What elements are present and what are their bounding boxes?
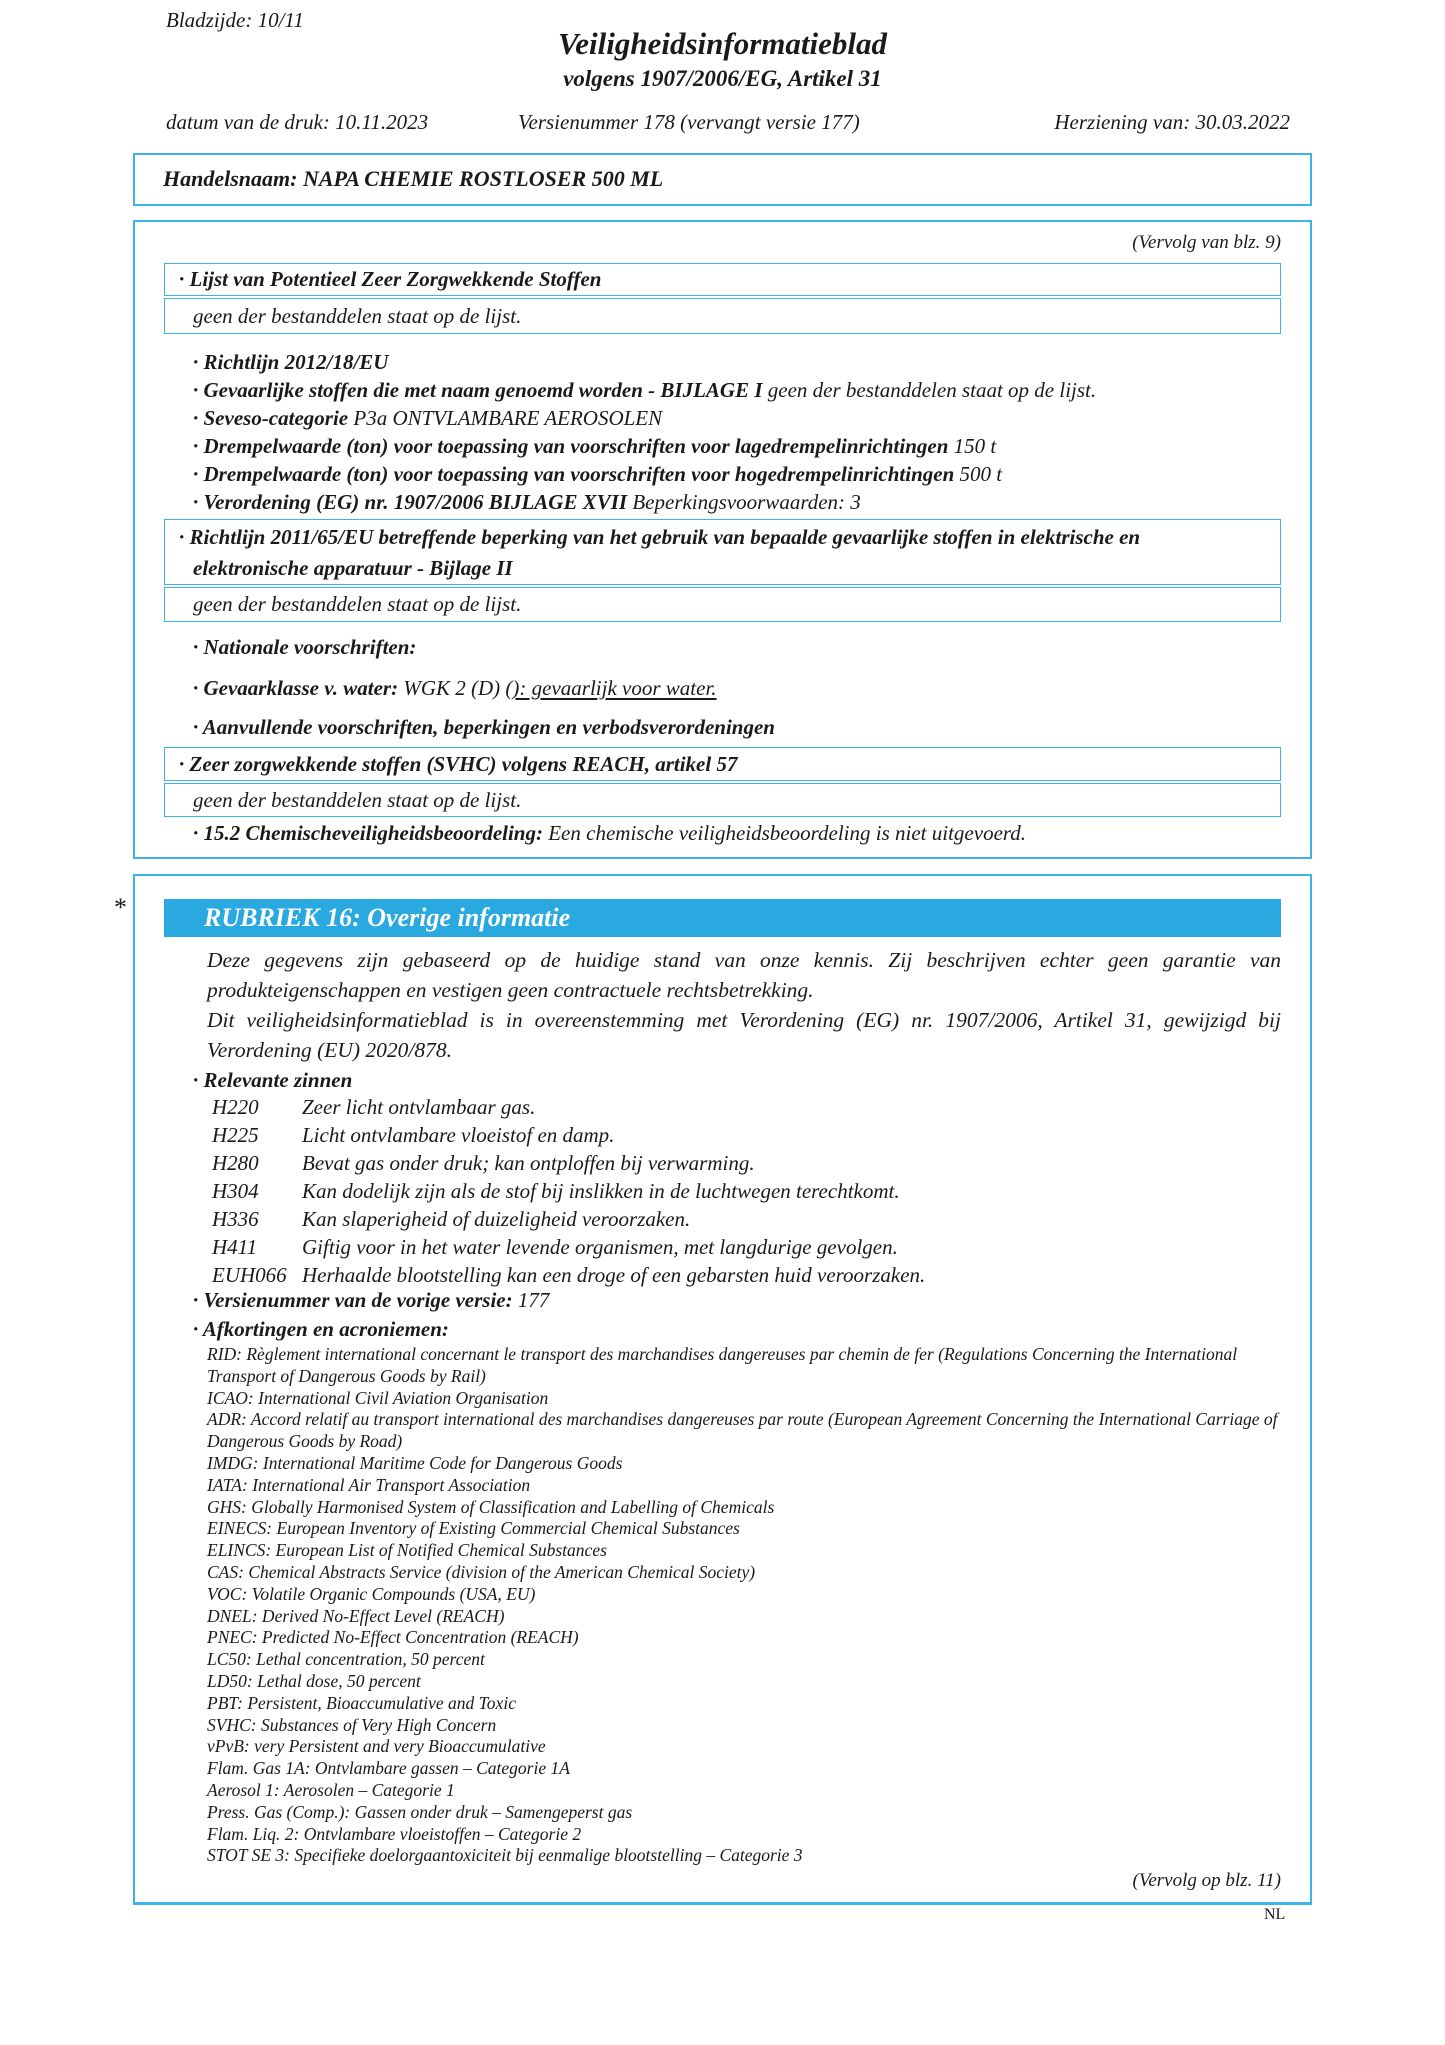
phrase-line [212,1261,1281,1289]
abbreviation-item: Flam. Liq. 2: Ontvlambare vloeistoffen – Categorie 2 [207,1823,582,1844]
previous-version-line [193,1286,1281,1314]
phrase-code: EUH066 [212,1263,287,1287]
language-tag: NL [1264,1906,1286,1923]
regulation-line-value: 500 t [954,462,1003,486]
phrase-line [212,1121,1281,1149]
national-regulations-header: · Nationale voorschriften: [193,635,417,659]
disclaimer-block [207,945,1281,1065]
abbreviation-item: IATA: International Air Transport Association [207,1474,531,1495]
phrase-code: H220 [212,1095,259,1119]
chemical-safety-assessment-value: Een chemische veiligheidsbeoordeling is niet uitgevoerd. [542,821,1027,845]
phrase-text: Kan dodelijk zijn als de stof bij inslikken in de luchtwegen terechtkomt. [302,1179,900,1203]
svhc-reach-value: geen der bestanddelen staat op de lijst. [164,783,1281,817]
svhc-candidate-list-header: · Lijst van Potentieel Zeer Zorgwekkende Stoffen [164,263,1281,296]
abbreviation-item: ADR: Accord relatif au transport international des marchandises dangereuses par route (European Agreement Concerning the International Carriage of Dangerous Goods by Road) [207,1409,1278,1452]
document-subtitle: volgens 1907/2006/EG, Artikel 31 [563,66,882,91]
phrase-text: Zeer licht ontvlambaar gas. [302,1095,536,1119]
change-marker: * [114,893,127,922]
phrase-text: Giftig voor in het water levende organismen, met langdurige gevolgen. [302,1235,898,1259]
water-hazard-class-line [193,674,1281,702]
disclaimer-paragraph-1: Deze gegevens zijn gebaseerd op de huidige stand van onze kennis. Zij beschrijven echter geen garantie van produkteigenschappen en vestigen geen contractuele rechtsbetrekking. [207,948,1281,1002]
abbreviation-item: vPvB: very Persistent and very Bioaccumulative [207,1736,546,1757]
rohs-directive-header: · Richtlijn 2011/65/EU betreffende beperking van het gebruik van bepaalde gevaarlijke stoffen in elektrische en elektronische apparatuur - Bijlage II [164,519,1281,585]
water-hazard-class-label: · Gevaarklasse v. water: [193,676,399,700]
revision-date: Herziening van: 30.03.2022 [1054,110,1290,134]
phrase-code: H304 [212,1179,259,1203]
abbreviation-item: LC50: Lethal concentration, 50 percent [207,1649,485,1670]
rohs-directive-value: geen der bestanddelen staat op de lijst. [164,587,1281,622]
phrase-text: Kan slaperigheid of duizeligheid veroorzaken. [302,1207,691,1231]
chemical-safety-assessment-label: · 15.2 Chemischeveiligheidsbeoordeling: [193,821,543,845]
regulation-line-label: · Verordening (EG) nr. 1907/2006 BIJLAGE XVII [193,490,628,514]
trade-name-value: NAPA CHEMIE ROSTLOSER 500 ML [297,166,664,191]
abbreviation-item: RID: Règlement international concernant le transport des marchandises dangereuses par chemin de fer (Regulations Concerning the International Transport of Dangerous Goods by Rail) [207,1344,1238,1386]
relevant-phrases-header: · Relevante zinnen [193,1068,353,1092]
abbreviation-item: SVHC: Substances of Very High Concern [207,1714,497,1735]
abbreviations-list [207,1344,1281,1867]
section-16-box [133,874,1312,1905]
abbreviation-item: VOC: Volatile Organic Compounds (USA, EU) [207,1583,536,1604]
regulation-line-value: 150 t [948,434,997,458]
phrase-text: Herhaalde blootstelling kan een droge of een gebarsten huid veroorzaken. [302,1263,926,1287]
regulation-line-label: · Drempelwaarde (ton) voor toepassing van voorschriften voor hogedrempelinrichtingen [193,462,955,486]
abbreviation-item: CAS: Chemical Abstracts Service (division of the American Chemical Society) [207,1561,756,1582]
abbreviation-item: EINECS: European Inventory of Existing Commercial Chemical Substances [207,1518,740,1539]
version-number: Versienummer 178 (vervangt versie 177) [518,110,860,134]
page-number-label: Bladzijde: 10/11 [166,8,304,32]
abbreviation-item: DNEL: Derived No-Effect Level (REACH) [207,1605,505,1626]
trade-name-label: Handelsnaam: [163,166,298,191]
previous-version-label: · Versienummer van de vorige versie: [193,1288,513,1312]
regulation-line [193,404,1281,432]
abbreviation-item: ICAO: International Civil Aviation Organisation [207,1387,549,1408]
phrase-line [212,1093,1281,1121]
phrase-text: Licht ontvlambare vloeistof en damp. [302,1123,615,1147]
continued-on-note: (Vervolg op blz. 11) [1132,1870,1281,1891]
abbreviation-item: PBT: Persistent, Bioaccumulative and Toxic [207,1692,516,1713]
regulation-line [193,488,1281,516]
regulation-line-label: · Seveso-categorie [193,406,349,430]
section-16-header-bar: RUBRIEK 16: Overige informatie [164,899,1281,937]
abbreviations-header: · Afkortingen en acroniemen: [193,1317,449,1341]
regulation-line-value: Beperkingsvoorwaarden: 3 [627,490,861,514]
regulation-line [193,376,1281,404]
regulation-line [193,432,1281,460]
phrase-text: Bevat gas onder druk; kan ontploffen bij verwarming. [302,1151,755,1175]
abbreviation-item: ELINCS: European List of Notified Chemical Substances [207,1540,607,1561]
regulation-line-value: P3a ONTVLAMBARE AEROSOLEN [348,406,663,430]
chemical-safety-assessment-line [193,819,1281,847]
phrase-line [212,1177,1281,1205]
abbreviation-item: Aerosol 1: Aerosolen – Categorie 1 [207,1779,455,1800]
phrase-code: H225 [212,1123,259,1147]
abbreviation-item: GHS: Globally Harmonised System of Classification and Labelling of Chemicals [207,1496,775,1517]
abbreviation-item: Flam. Gas 1A: Ontvlambare gassen – Categorie 1A [207,1758,570,1779]
phrase-code: H280 [212,1151,259,1175]
previous-version-value: 177 [512,1288,550,1312]
print-date: datum van de druk: 10.11.2023 [166,110,429,134]
regulation-line [193,460,1281,488]
section-15-continued-box [133,220,1312,859]
phrase-line [212,1233,1281,1261]
water-hazard-class-value: WGK 2 (D) ( [398,676,513,700]
regulation-line-label: · Richtlijn 2012/18/EU [193,350,389,374]
additional-regulations-header: · Aanvullende voorschriften, beperkingen en verbodsverordeningen [193,715,775,739]
water-hazard-class-note: ): gevaarlijk voor water. [512,676,717,700]
phrase-line [212,1149,1281,1177]
svhc-candidate-list-value: geen der bestanddelen staat op de lijst. [164,298,1281,334]
regulation-line [193,348,1281,376]
phrase-code: H411 [212,1235,258,1259]
abbreviation-item: IMDG: International Maritime Code for Dangerous Goods [207,1452,623,1473]
hazard-phrases-list [212,1093,1281,1289]
abbreviation-item: PNEC: Predicted No-Effect Concentration (REACH) [207,1627,579,1648]
abbreviation-item: Press. Gas (Comp.): Gassen onder druk – Samengeperst gas [207,1801,633,1822]
regulation-line-label: · Gevaarlijke stoffen die met naam genoemd worden - BIJLAGE I [193,378,763,402]
disclaimer-paragraph-2: Dit veiligheidsinformatieblad is in overeenstemming met Verordening (EG) nr. 1907/2006, Artikel 31, gewijzigd bij Verordening (EU) 2020/878. [207,1008,1281,1062]
continued-from-note: (Vervolg van blz. 9) [1132,232,1281,253]
regulation-line-label: · Drempelwaarde (ton) voor toepassing van voorschriften voor lagedrempelinrichtingen [193,434,949,458]
abbreviation-item: STOT SE 3: Specifieke doelorgaantoxiciteit bij eenmalige blootstelling – Categorie 3 [207,1845,803,1866]
regulation-lines [193,348,1281,516]
document-title: Veiligheidsinformatieblad [558,26,887,61]
svhc-reach-header: · Zeer zorgwekkende stoffen (SVHC) volgens REACH, artikel 57 [164,747,1281,781]
phrase-line [212,1205,1281,1233]
trade-name-box [133,153,1312,206]
phrase-code: H336 [212,1207,259,1231]
regulation-line-value: geen der bestanddelen staat op de lijst. [762,378,1097,402]
abbreviation-item: LD50: Lethal dose, 50 percent [207,1670,421,1691]
